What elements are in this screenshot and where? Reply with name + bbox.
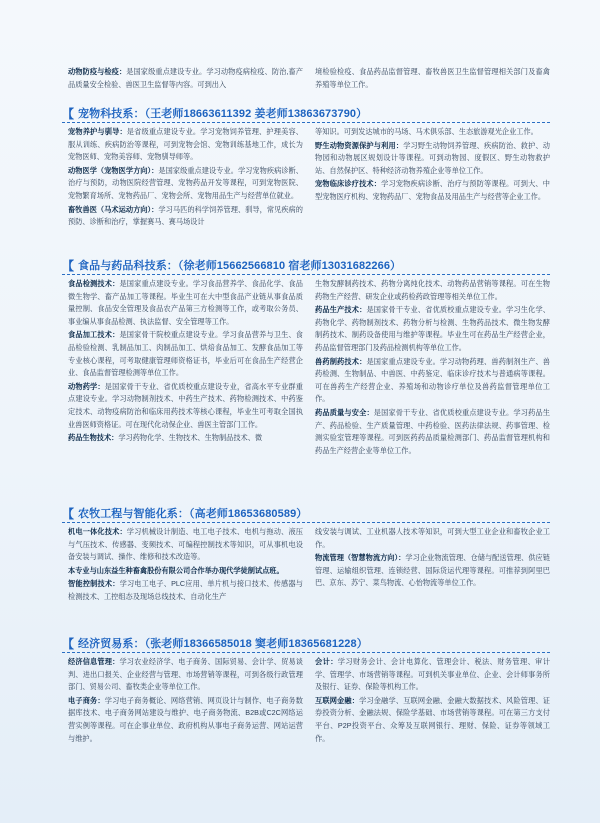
section-header-pet <box>62 104 550 123</box>
major-term: 互联网金融 <box>315 695 352 705</box>
major-description: 等知识。可到发达城市的马场、马术俱乐部、生态旅游观光企业工作。 <box>315 127 538 136</box>
major-term: 机电一体化技术 <box>68 527 120 536</box>
term-separator: ： <box>151 204 159 214</box>
term-separator: ： <box>398 553 406 563</box>
paragraph <box>68 165 303 203</box>
right-column <box>315 278 550 458</box>
term-separator: ： <box>112 657 120 666</box>
major-term: 野生动物资源保护与利用 <box>315 140 396 150</box>
major-description: 学习药物化学、生物技术、生物制品技术、微 <box>118 433 263 443</box>
major-description: 境检验检疫、食品药品监督管理、畜牧兽医卫生监督管理相关部门及畜禽养殖等单位工作。 <box>315 67 550 89</box>
section-header-food-drug <box>62 256 550 275</box>
major-description: 是国家重点建设专业。学习食品营养学、食品化学、食品微生物学、畜产品加工等课程。毕业生可在大中型食品产业链从事食品质量控制、食品安全管理及食品农产品第三方检测等工作，或考取公务员、事业编从事食品检测、执法监督、安全管理等工作。 <box>68 279 303 326</box>
major-term: 药品生产技术 <box>315 305 360 315</box>
paragraph <box>68 578 303 603</box>
paragraph <box>68 381 303 431</box>
section-header-agri-engineering <box>62 504 550 523</box>
section-title: 食品与药品科技系：（徐老师15662566810 宿老师13031682266） <box>78 260 402 272</box>
left-column <box>68 278 303 458</box>
term-separator: ： <box>359 356 367 366</box>
paragraph <box>315 407 550 457</box>
section-title: 宠物科技系：（王老师18663611392 姜老师13863673790） <box>78 108 368 120</box>
term-separator: ： <box>112 330 120 340</box>
term-separator: ： <box>395 140 404 150</box>
major-term: 食品检测技术 <box>68 279 113 288</box>
term-separator: ： <box>359 305 367 315</box>
paragraph <box>315 178 550 203</box>
major-term: 畜牧兽医（马术运动方向） <box>68 204 152 214</box>
major-description: 是国家重点建设专业。学习动物药理、兽药制剂生产、兽药检测、生物制品、中兽医、中药鉴定、临床诊疗技术与普通病等课程。可在兽药生产经营企业、养殖场和动物诊疗单位及兽药监督管理单位工作。 <box>315 356 550 404</box>
term-separator: ： <box>119 127 127 136</box>
major-term: 宠物养护与驯导 <box>68 127 120 136</box>
major-description: 学习财务会计、会计电算化、管理会计、税法、财务管理、审计学、管理学、市场营销等课程。可到机关事业单位、企业、会计师事务所及银行、证券、保险等机构工作。 <box>315 657 550 692</box>
paragraph <box>68 66 303 91</box>
term-separator: ： <box>97 381 105 391</box>
major-description: 学习电子商务概论、网络营销、网页设计与制作、电子商务数据库技术、电子商务网站建设与维护、电子商务物流、B2B或C2C网络运营实例等课程。可在企事业单位、政府机构从事电子商务运营、网站运营与维护。 <box>68 695 303 743</box>
section-body-agri-engineering <box>68 526 550 605</box>
bracket-icon: 【 <box>62 107 75 121</box>
paragraph <box>68 329 303 379</box>
major-term: 兽药制药技术 <box>315 356 360 366</box>
major-description: 学习企业物流管理、仓储与配送管理、供应链管理、运输组织管理、连锁经营、国际货运代理等课程。可推荐到阿里巴巴、京东、苏宁、菜鸟物流、心怡物流等单位工作。 <box>315 553 550 588</box>
right-column <box>315 656 550 746</box>
paragraph <box>68 695 303 745</box>
major-term: 电子商务 <box>68 695 98 705</box>
left-column <box>68 656 303 746</box>
major-term: 智能控制技术 <box>68 579 113 589</box>
major-description: 线安装与调试、工业机器人技术等知识，可到大型工业企业和畜牧企业工作。 <box>315 527 550 549</box>
major-term: 动物医学（宠物医学方向） <box>68 165 152 175</box>
major-description: 是国家级重点建设专业。学习动物疫病检疫、防治,畜产品质量安全检验、兽医卫生监督等内容。可到出入 <box>68 67 303 89</box>
major-description: 是国家骨干专业、省优质校重点建设专业，省高水平专业群重点建设专业。学习动物制剂技术、中药生产技术、药物检测技术、中药鉴定技术、动物疫病防治和临床用药技术等核心课程，毕业生可考取全国执业兽医师资格证。可在现代化动保企业、兽医主管部门工作。 <box>68 381 303 429</box>
major-description: 是国家级重点建设专业。学习宠物疾病诊断、治疗与预防，动物医院经营管理、宠物药品开发等课程，可到宠物医院、宠物繁育场所、宠物药品厂、宠物会所、宠物用品生产与经营单位就业。 <box>68 165 303 200</box>
major-term: 物流管理（智慧物流方向） <box>315 553 399 563</box>
major-description: 学习金融学、互联网金融、金融大数据技术、风险管理、证券投资分析、金融法规、保险学基础、市场营销等课程。可在第三方支付平台、P2P投资平台、众筹及互联网银行、理财、保险、证券等领域工作。 <box>315 695 550 743</box>
major-description: 本专业与山东益生种畜禽股份有限公司合作举办现代学徒制试点班。 <box>68 565 284 575</box>
paragraph <box>68 656 303 694</box>
section-body-pet <box>68 126 550 230</box>
major-term: 经济信息管理 <box>68 657 113 666</box>
major-description: 学习电工电子、PLC应用、单片机与接口技术、传感器与检测技术、工控组态及现场总线技术、自动化生产 <box>68 579 303 601</box>
term-separator: ： <box>118 67 127 76</box>
right-column <box>315 126 550 230</box>
paragraph <box>315 656 550 694</box>
paragraph <box>68 126 303 164</box>
term-separator: ： <box>97 695 105 705</box>
paragraph <box>315 526 550 551</box>
major-term: 宠物临床诊疗技术 <box>315 179 374 189</box>
paragraph <box>315 140 550 178</box>
major-description: 学习宠物疾病诊断、治疗与预防等课程。可到大、中型宠物医疗机构、宠物药品厂、宠物食品及用品生产与经营等企业工作。 <box>315 179 550 201</box>
paragraph <box>68 278 303 328</box>
major-term: 动物防疫与检疫 <box>68 67 119 76</box>
section-title: 农牧工程与智能化系：（高老师18653680589） <box>78 508 308 520</box>
paragraph <box>68 526 303 564</box>
top-right-column <box>315 66 550 92</box>
bracket-icon: 【 <box>62 507 75 521</box>
major-description: 学习机械设计制造、电工电子技术、电机与拖动、液压与气压技术、传感器、变频技术、可编程控制技术等知识，可从事机电设备安装与调试、操作、维修和技术改造等。 <box>68 527 303 562</box>
paragraph <box>315 278 550 303</box>
section-header-economics-trade <box>62 634 550 653</box>
paragraph <box>315 126 550 139</box>
major-term: 动物药学 <box>68 381 98 391</box>
paragraph <box>315 66 550 91</box>
top-continuation <box>68 66 550 92</box>
major-term: 食品加工技术 <box>68 330 113 340</box>
major-term: 会计 <box>315 657 331 666</box>
bracket-icon: 【 <box>62 637 75 651</box>
major-term: 药品质量与安全 <box>315 407 367 417</box>
section-body-economics-trade <box>68 656 550 746</box>
major-description: 学习农业经济学、电子商务、国际贸易、会计学、贸易谈判、进出口报关、企业经营与管理、市场营销等课程，可到各级行政管理部门、贸易公司、畜牧类企业等单位工作。 <box>68 657 303 692</box>
term-separator: ： <box>151 165 159 175</box>
left-column <box>68 126 303 230</box>
paragraph <box>315 552 550 590</box>
section-title: 经济贸易系：（张老师18366585018 窦老师18365681228） <box>78 638 368 650</box>
term-separator: ： <box>330 657 338 666</box>
term-separator: ： <box>112 579 120 589</box>
bracket-icon: 【 <box>62 259 75 273</box>
term-separator: ： <box>373 179 382 189</box>
major-description: 学习野生动物饲养管理、疾病防治、救护、动物园和动物展区规划设计等课程。可到动物园、度假区、野生动物救护站、自然保护区、特种经济动物养殖企业等单位工作。 <box>315 140 550 175</box>
top-left-column <box>68 66 303 92</box>
paragraph <box>68 432 303 445</box>
section-body-food-drug <box>68 278 550 458</box>
term-separator: ： <box>366 407 374 417</box>
term-separator: ： <box>119 527 127 536</box>
term-separator: ： <box>111 433 119 443</box>
major-description: 是国家骨干院校重点建设专业。学习食品营养与卫生、食品检验检测、乳制品加工、肉制品加工、烘焙食品加工、发酵食品加工等专业核心课程，可考取健康管理师资格证书，毕业后可在食品生产经营企业、食品监督管理检测等单位工作。 <box>68 330 303 378</box>
major-description: 生物发酵制药技术、药物分离纯化技术、动物药品营销等课程。可在生物药物生产经营、研发企业或药检药政管理等相关单位工作。 <box>315 279 550 301</box>
paragraph <box>315 356 550 406</box>
left-column <box>68 526 303 605</box>
paragraph <box>315 304 550 354</box>
term-separator: ： <box>351 695 360 705</box>
term-separator: ： <box>112 279 120 288</box>
major-description: 是省级重点建设专业。学习宠物饲养管理、护理美容、服从训练、疾病防治等课程，可到宠物会馆、宠物训练基地工作，成长为宠物医师、宠物美容师、宠物驯导师等。 <box>68 127 303 162</box>
major-description: 是国家骨干专业、省优质校重点建设专业。学习生化学、药物化学、药物制剂技术、药物分析与检测、生物药品技术、微生物发酵制药技术、制药设备使用与维护等课程。毕业生可在药品生产经营企业，药品监督管理部门及药品检测机构等单位工作。 <box>315 305 550 352</box>
right-column <box>315 526 550 605</box>
paragraph <box>315 695 550 745</box>
apprenticeship-note <box>68 565 303 578</box>
major-term: 药品生物技术 <box>68 433 112 443</box>
major-description: 学习马匹的科学饲养管理、驯导，常见疾病的预防、诊断和治疗，掌握赛马、赛马场设计 <box>68 204 303 227</box>
paragraph <box>68 204 303 229</box>
major-description: 是国家骨干专业、省优质校重点建设专业。学习药品生产、药品检验、生产质量管理、中药检验、医药法律法规、药事管理、检测实验室管理等课程。可到医药药品质量检测部门、药品监督管理机构和药品生产经营企业等单位工作。 <box>315 407 550 455</box>
